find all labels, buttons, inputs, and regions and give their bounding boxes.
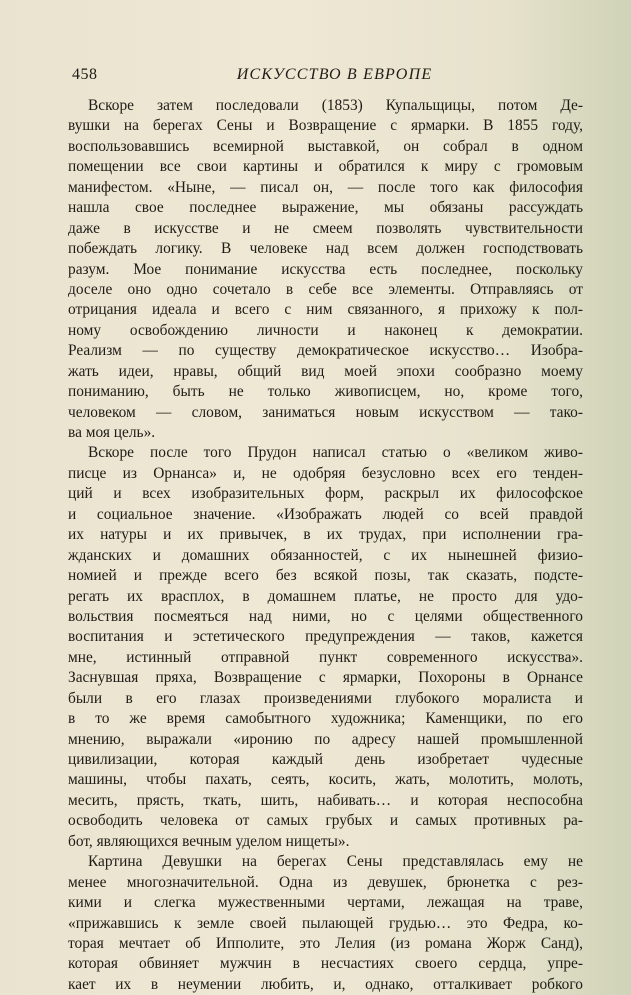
text-line: в то же время самобытного художника; Каменщики, по его [68,710,583,728]
text-line: кими и слегка мужественными чертами, лежащая на траве, [68,894,583,912]
text-line: нашла свое последнее выражение, мы обязаны рассуждать [68,199,583,217]
text-line: регать их врасплох, в домашнем платье, не просто для удо- [68,587,583,605]
text-line: «прижавшись к земле своей пылающей грудью… это Федра, ко- [68,914,583,932]
text-line: и социальное значение. «Изображать людей со всей правдой [68,505,583,523]
text-line: воспользовавшись всемирной выставкой, он собрал в одном [68,137,583,155]
text-line: цивилизации, которая каждый день изобретает чудесные [68,751,583,768]
text-line: Вскоре затем последовали (1853) Купальщицы, потом Де- [88,97,583,114]
text-line: были в его глазах произведениями глубокого моралиста и [68,689,583,707]
text-line: воспитания и эстетического предупреждения — таков, кажется [68,628,583,646]
text-line: даже в искусстве и не смеем позволять чувствительности [68,219,583,237]
text-line: месить, прясть, ткать, шить, набивать… и которая неспособна [68,791,583,809]
text-line: менее многозначительной. Одна из девушек, брюнетка с рез- [68,873,583,891]
text-line: мне, истинный отправной пункт современного искусства». [68,648,583,666]
text-line: разум. Мое понимание искусства есть последнее, поскольку [68,260,583,278]
page-header [72,66,577,88]
text-line: жать идеи, нравы, общий вид моей эпохи сообразно моему [68,362,583,380]
text-line: Заснувшая пряха, Возвращение с ярмарки, Похороны в Орнансе [68,669,583,687]
text-line: Реализм — по существу демократическое искусство… Изобра- [68,342,583,360]
page-number: 458 [72,66,98,83]
text-line: кает их в неумении любить, и, однако, отталкивает робкого [68,975,583,993]
text-line: ций и всех изобразительных форм, раскрыл их философское [68,485,583,503]
text-line: Картина Девушки на берегах Сены представлялась ему не [88,853,583,871]
text-line: бот, являющихся вечным уделом нищеты». [68,832,350,850]
text-line: Вскоре после того Прудон написал статью о «великом живо- [88,444,583,462]
text-line: пониманию, быть не только живописцем, но, кроме того, [68,383,583,401]
text-line: торая мечтает об Ипполите, это Лелия (из романа Жорж Санд), [68,934,583,952]
text-line: мнению, выражали «иронию по адресу нашей промышленной [68,730,583,748]
text-line: вушки на берегах Сены и Возвращение с ярмарки. В 1855 году, [68,117,583,135]
text-line: вольствия посмеяться над ними, но с целями общественного [68,607,583,625]
text-line: освободить человека от самых грубых и самых противных ра- [68,812,583,830]
text-line: побеждать логику. В человеке над всем должен господствовать [68,240,583,258]
text-line: доселе оно одно сочетало в себе все элементы. Отправляясь от [68,280,583,298]
text-line: писце из Орнанса» и, не одобряя безусловно всех его тенден- [68,464,583,482]
text-line: ному освобождению личности и наконец к демократии. [68,321,583,339]
text-line: человеком — словом, заниматься новым искусством — тако- [68,403,583,421]
text-line: отрицания идеала и всего с ним связанного, я прихожу к пол- [68,301,583,319]
running-title: ИСКУССТВО В ЕВРОПЕ [236,66,433,83]
text-line: ва моя цель». [68,424,156,441]
text-line: которая обвиняет мужчин в несчастиях своего сердца, упре- [68,955,583,973]
text-line: помещении все свои картины и обратился к миру с громовым [68,158,583,176]
text-line: манифестом. «Ныне, — писал он, — после того как философия [68,178,583,196]
body-text [68,96,583,995]
text-line: жданских и домашних обязанностей, с их нынешней физио- [68,546,583,564]
text-line: номией и прежде всего без всякой позы, так сказать, подсте- [68,567,583,585]
text-line: машины, чтобы пахать, сеять, косить, жать, молотить, молоть, [68,771,583,789]
text-line: их натуры и их привычек, в их трудах, при исполнении гра- [68,526,583,544]
